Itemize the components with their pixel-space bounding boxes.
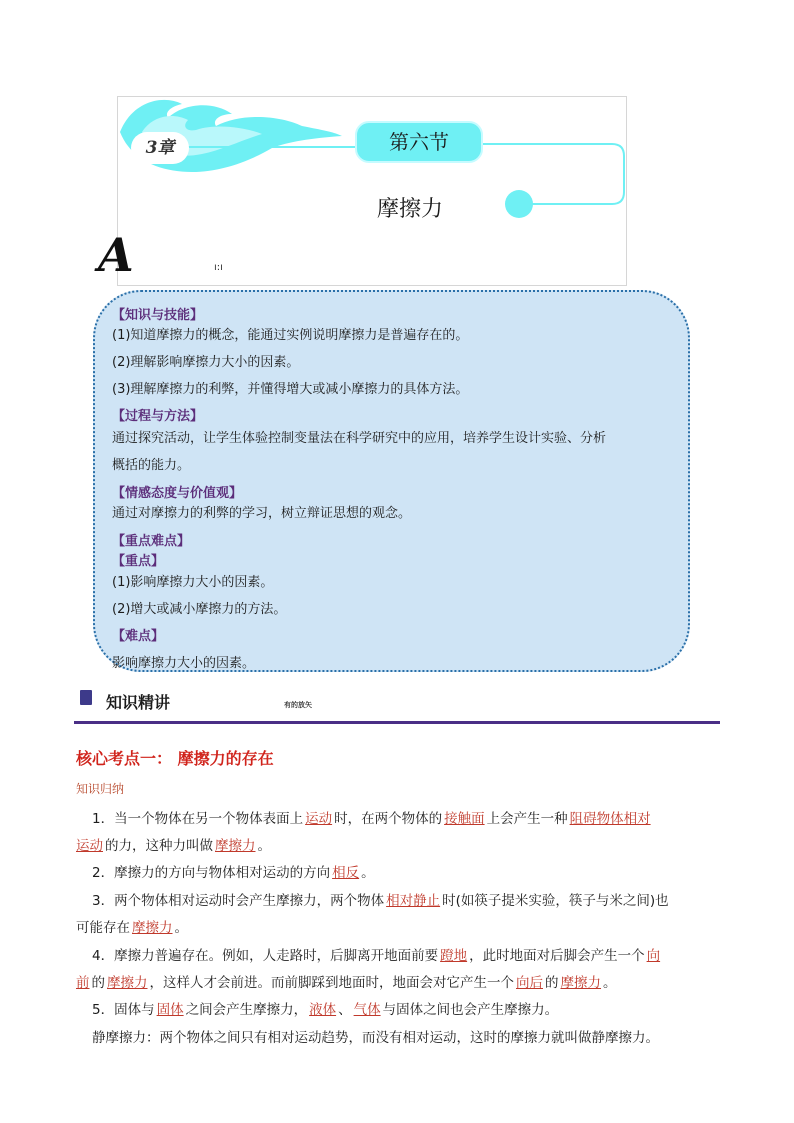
answer-blank: 固体 bbox=[156, 1002, 184, 1018]
item-text: 2．摩擦力的方向与物体相对运动的方向 bbox=[92, 865, 331, 881]
answer-blank: 摩擦力 bbox=[560, 975, 601, 991]
item-text: 与固体之间也会产生摩擦力。 bbox=[382, 1002, 559, 1018]
item-text: 上会产生一种 bbox=[486, 811, 568, 827]
book-icon bbox=[80, 690, 92, 705]
answer-blank: 运动 bbox=[76, 838, 103, 854]
knowledge-item: (1)知道摩擦力的概念，能通过实例说明摩擦力是普遍存在的。 bbox=[112, 328, 469, 343]
item-1-line-2 bbox=[76, 834, 271, 854]
section-label: 第六节 bbox=[355, 121, 483, 163]
answer-blank: 蹬地 bbox=[440, 948, 468, 964]
static-friction-definition: 静摩擦力：两个物体之间只有相对运动趋势，而没有相对运动，这时的摩擦力就叫做静摩擦力。 bbox=[92, 1030, 659, 1046]
big-letter-a: A bbox=[98, 228, 134, 282]
knowledge-item: (3)理解摩擦力的利弊，并懂得增大或减小摩擦力的具体方法。 bbox=[112, 382, 469, 397]
answer-blank: 运动 bbox=[305, 811, 333, 827]
item-text: 的 bbox=[91, 975, 105, 991]
item-text: 的 bbox=[545, 975, 559, 991]
small-mark: ı:ı bbox=[214, 262, 223, 273]
item-4-line-1 bbox=[92, 944, 662, 964]
section-title: 摩擦力 bbox=[376, 197, 443, 222]
key-heading: 【重点】 bbox=[112, 554, 165, 569]
item-text: 的力，这种力叫做 bbox=[105, 838, 213, 854]
item-text: 3．两个物体相对运动时会产生摩擦力，两个物体 bbox=[92, 893, 385, 909]
item-text: 时(如筷子提米实验，筷子与米之间)也 bbox=[442, 893, 669, 909]
section-bar-note: 有的放矢 bbox=[284, 701, 312, 709]
item-text: 。 bbox=[603, 975, 617, 991]
answer-blank: 液体 bbox=[309, 1002, 337, 1018]
knowledge-item: (2)理解影响摩擦力大小的因素。 bbox=[112, 355, 300, 370]
item-2 bbox=[92, 861, 375, 881]
chapter-tag: 3章 bbox=[131, 132, 189, 164]
item-text: ，这样人才会前进。而前脚踩到地面时，地面会对它产生一个 bbox=[149, 975, 514, 991]
item-4-line-2 bbox=[76, 971, 617, 991]
answer-blank: 摩擦力 bbox=[132, 920, 173, 936]
answer-blank: 向 bbox=[646, 948, 661, 964]
answer-blank: 气体 bbox=[353, 1002, 381, 1018]
item-text: 、 bbox=[338, 1002, 352, 1018]
answer-blank: 相对静止 bbox=[386, 893, 441, 909]
item-text: 时，在两个物体的 bbox=[334, 811, 443, 827]
key-item: (2)增大或减小摩擦力的方法。 bbox=[112, 602, 287, 617]
decor-dot bbox=[505, 190, 533, 218]
key-item: (1)影响摩擦力大小的因素。 bbox=[112, 575, 274, 590]
item-1-line-1 bbox=[92, 807, 653, 827]
section-divider bbox=[74, 721, 720, 724]
core-title: 核心考点一： 摩擦力的存在 bbox=[76, 749, 274, 768]
emotion-heading: 【情感态度与价值观】 bbox=[112, 486, 243, 501]
item-text: ，此时地面对后脚会产生一个 bbox=[469, 948, 645, 964]
emotion-item: 通过对摩擦力的利弊的学习，树立辩证思想的观念。 bbox=[112, 506, 412, 521]
item-text: 。 bbox=[361, 865, 375, 881]
process-item: 通过探究活动，让学生体验控制变量法在科学研究中的应用，培养学生设计实验、分析 bbox=[112, 431, 607, 446]
answer-blank: 接触面 bbox=[444, 811, 485, 827]
item-text: 4．摩擦力普遍存在。例如，人走路时，后脚离开地面前要 bbox=[92, 948, 439, 964]
item-text: 。 bbox=[257, 838, 271, 854]
answer-blank: 摩擦力 bbox=[215, 838, 256, 854]
item-text: 之间会产生摩擦力， bbox=[185, 1002, 308, 1018]
difficult-heading: 【难点】 bbox=[112, 629, 165, 644]
section-bar-title: 知识精讲 bbox=[106, 693, 171, 712]
key-difficult-heading: 【重点难点】 bbox=[112, 534, 191, 549]
process-heading: 【过程与方法】 bbox=[112, 409, 204, 424]
difficult-item: 影响摩擦力大小的因素。 bbox=[112, 656, 256, 671]
process-item: 概括的能力。 bbox=[112, 458, 191, 473]
answer-blank: 摩擦力 bbox=[107, 975, 148, 991]
answer-blank: 向后 bbox=[516, 975, 543, 991]
item-3-line-2 bbox=[76, 916, 188, 936]
core-subtitle: 知识归纳 bbox=[76, 782, 125, 796]
item-text: 可能存在 bbox=[76, 920, 130, 936]
item-5 bbox=[92, 998, 558, 1018]
answer-blank: 前 bbox=[76, 975, 90, 991]
item-text: 。 bbox=[174, 920, 188, 936]
answer-blank: 阻碍物体相对 bbox=[569, 811, 651, 827]
item-3-line-1 bbox=[92, 889, 669, 909]
item-text: 5．固体与 bbox=[92, 1002, 155, 1018]
knowledge-heading: 【知识与技能】 bbox=[112, 308, 204, 323]
answer-blank: 相反 bbox=[332, 865, 360, 881]
item-text: 1．当一个物体在另一个物体表面上 bbox=[92, 811, 304, 827]
